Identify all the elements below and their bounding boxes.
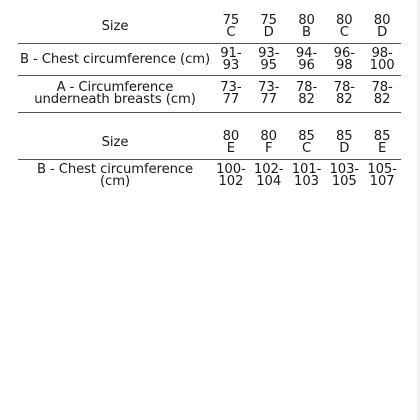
size-header-cell: 85 E: [363, 126, 401, 160]
chest-circumference-row: [18, 44, 401, 76]
measurement-cell: 98- 100: [363, 44, 401, 76]
measurement-cell: 73- 77: [250, 76, 288, 113]
measurement-cell: 93- 95: [250, 44, 288, 76]
size-header-row: [18, 126, 401, 160]
size-header-cell: 80 E: [212, 126, 250, 160]
measurement-cell: 78- 82: [363, 76, 401, 113]
size-header-cell: 80 F: [250, 126, 288, 160]
row-label: B - Chest circumference (cm): [18, 44, 212, 76]
row-label: B - Chest circumference (cm): [36, 161, 194, 189]
size-table-1: [18, 10, 401, 113]
measurement-cell: 100- 102: [216, 161, 246, 189]
measurement-cell: 105- 107: [367, 161, 397, 189]
size-header-cell: 75 D: [250, 10, 288, 44]
size-header-row: [18, 10, 401, 44]
measurement-cell: 94- 96: [288, 44, 326, 76]
measurement-cell: 96- 98: [325, 44, 363, 76]
measurement-cell: 91- 93: [212, 44, 250, 76]
measurement-cell: 73- 77: [212, 76, 250, 113]
measurement-cell: 101- 103: [291, 161, 322, 189]
size-table-2: [18, 126, 401, 191]
size-header-cell: 85 D: [325, 126, 363, 160]
measurement-cell: 78- 82: [325, 76, 363, 113]
size-header-cell: 80 B: [288, 10, 326, 44]
measurement-cell: 78- 82: [288, 76, 326, 113]
size-header-label: Size: [18, 10, 212, 44]
size-header-label: Size: [18, 126, 212, 160]
chest-circumference-row: [18, 160, 401, 192]
size-header-cell: 80 D: [363, 10, 401, 44]
underbust-circumference-row: [18, 76, 401, 113]
row-label: A - Circumference underneath breasts (cm): [18, 76, 212, 113]
measurement-cell: 102- 104: [253, 161, 284, 189]
size-header-cell: 80 C: [325, 10, 363, 44]
size-header-cell: 75 C: [212, 10, 250, 44]
size-header-cell: 85 C: [288, 126, 326, 160]
measurement-cell: 103- 105: [329, 161, 360, 189]
